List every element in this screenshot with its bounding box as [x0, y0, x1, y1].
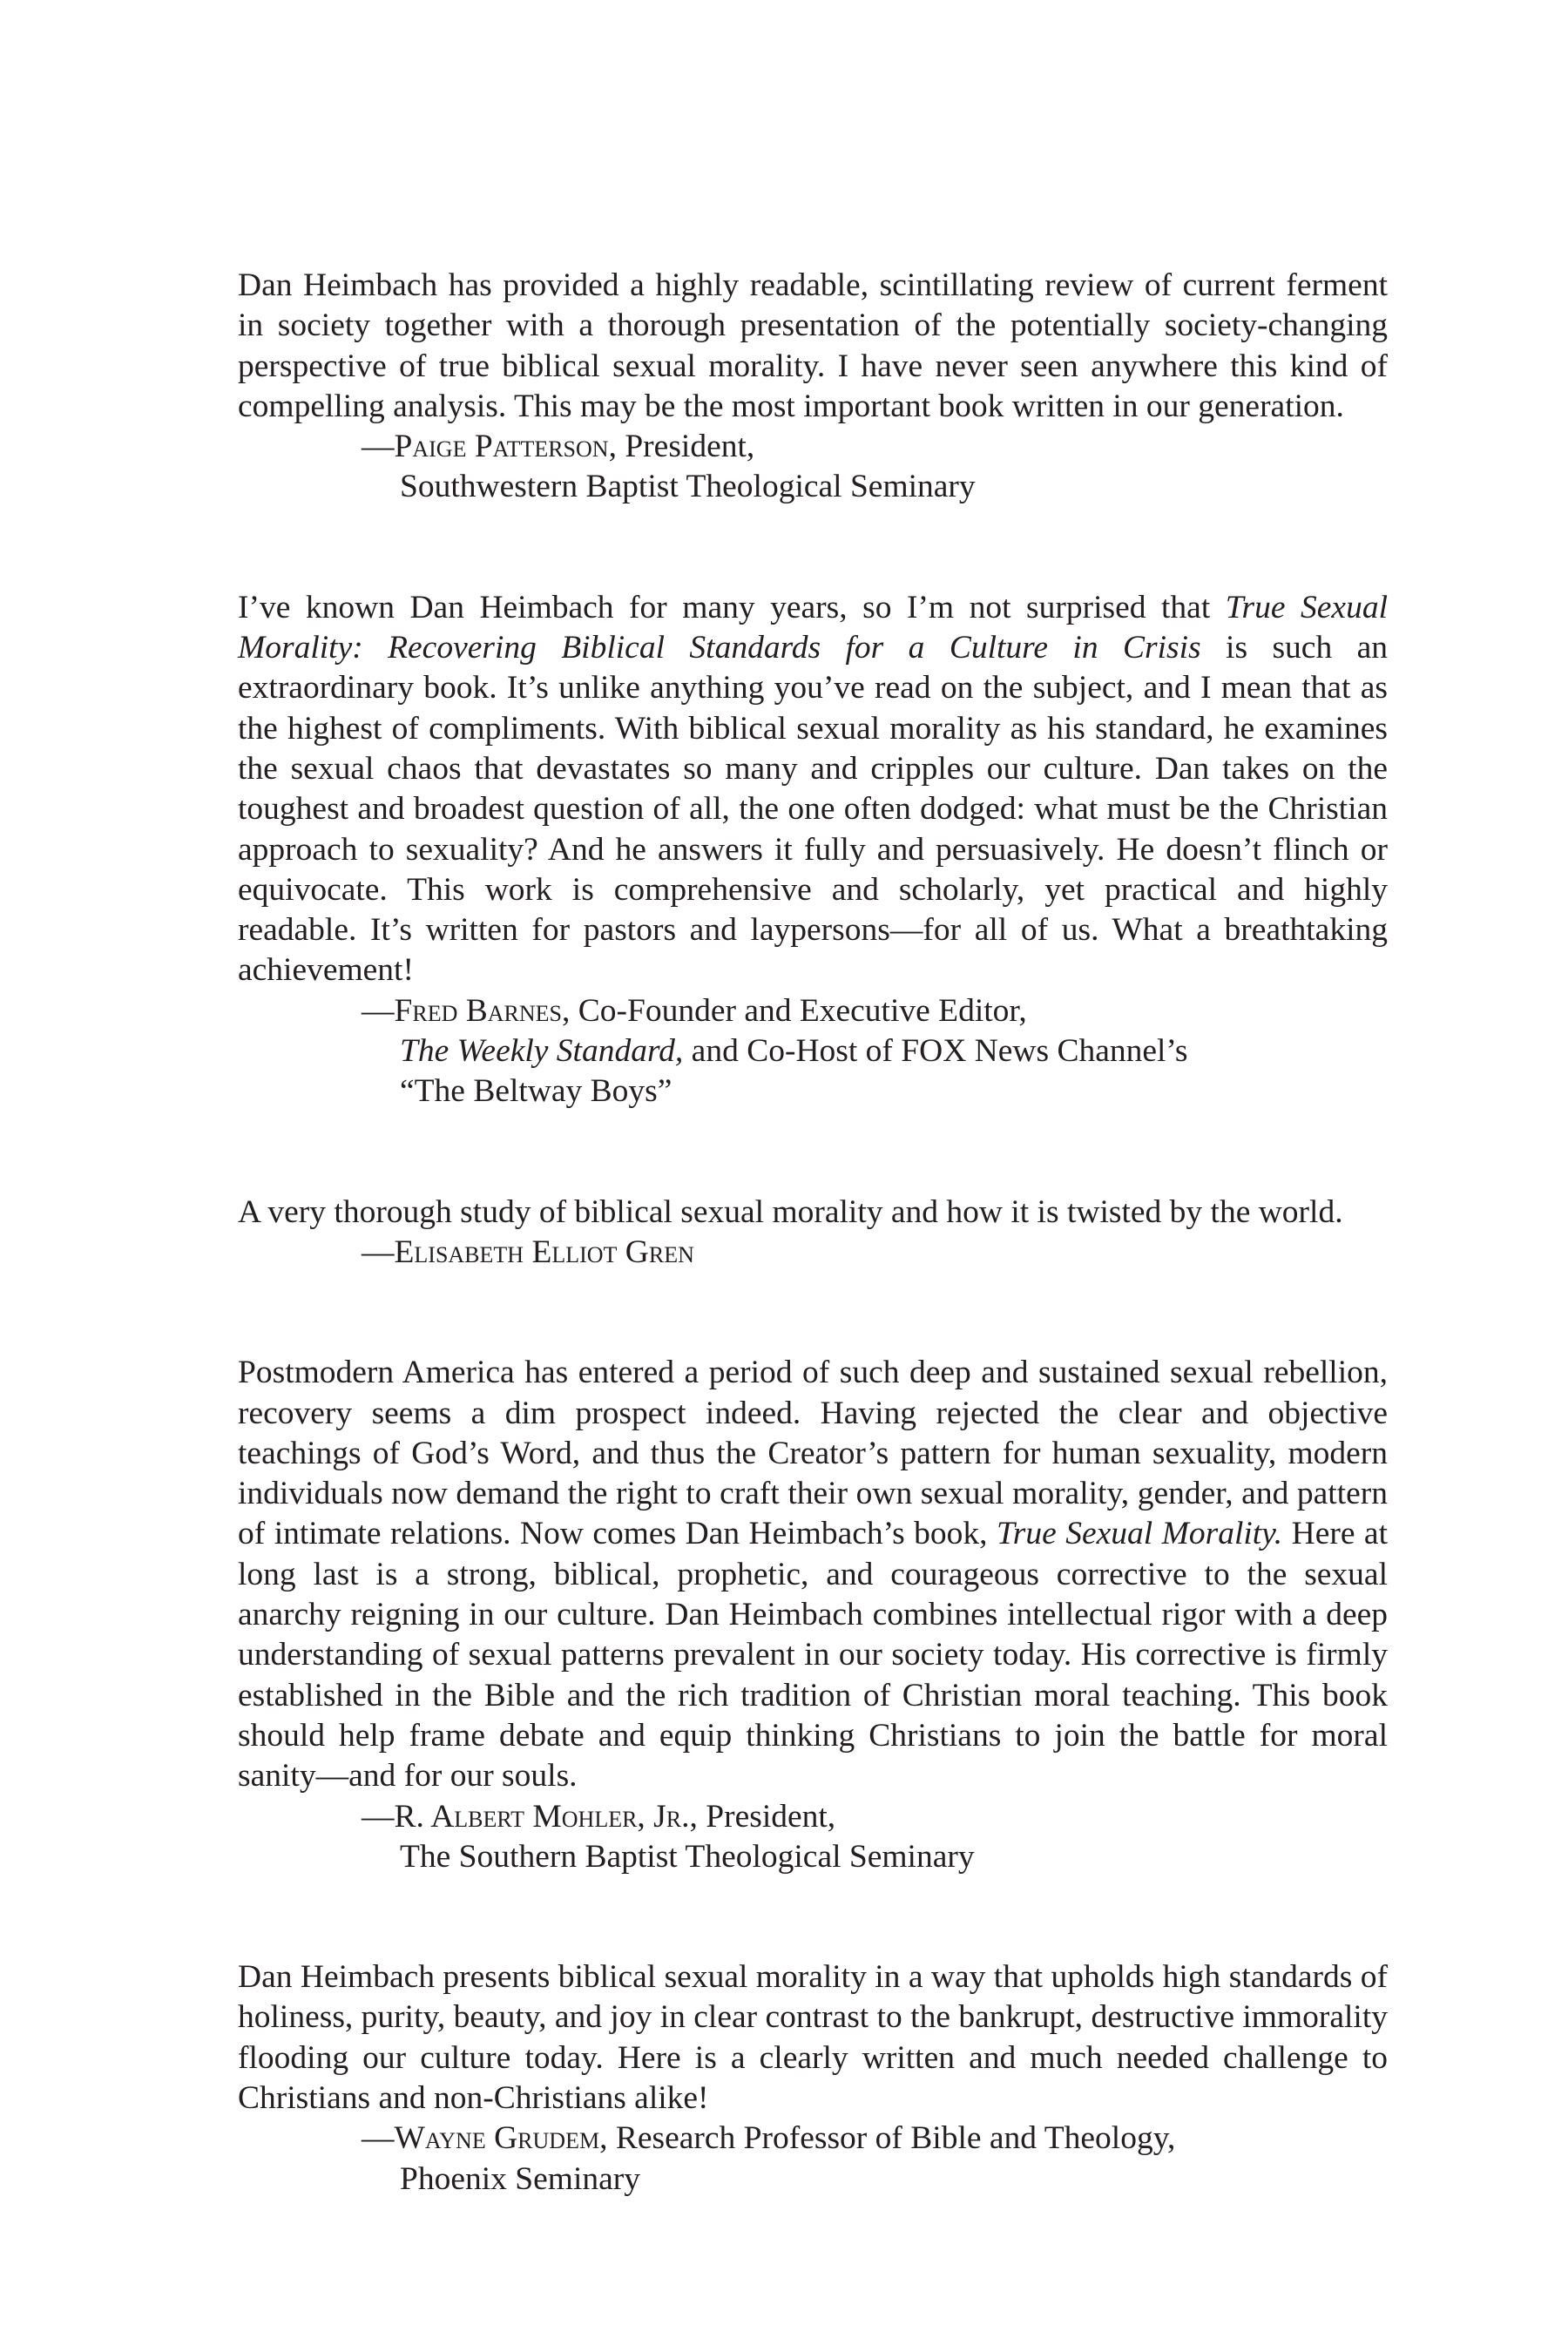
- endorsements-page: [238, 266, 1388, 2200]
- endorsement-text: Dan Heimbach has provided a highly readable, scintillating review of current ferment in society together with a thorough presentation of the potentially society-changing perspective of true biblical sexual morality. I have never seen anywhere this kind of compelling analysis. This may be the most important book written in our generation.: [238, 267, 1388, 424]
- author-name: Fred Barnes: [394, 992, 562, 1029]
- author-name: Elisabeth Elliot Gren: [394, 1233, 694, 1270]
- endorsement-text: Dan Heimbach presents biblical sexual morality in a way that upholds high standards of holiness, purity, beauty, and joy in clear contrast to the bankrupt, destructive immorality flooding our culture today. Here is a clearly written and much needed challenge to Christians and non-Christians alike!: [238, 1959, 1388, 2116]
- attribution: —R. Albert Mohler, Jr., President, The Southern Baptist Theological Seminary: [238, 1797, 1388, 1878]
- endorsement-barnes: [238, 588, 1388, 1112]
- endorsement-mohler: [238, 1353, 1388, 1877]
- endorsement-gren: [238, 1193, 1388, 1274]
- endorsement-text: Postmodern America has entered a period of such deep and sustained sexual rebellion, recovery seems a dim prospect indeed. Having rejected the clear and objective teachings of God’s Word, and thus the Creator’s pattern for human sexuality, modern individuals now demand the right to craft their own sexual morality, gender, and pattern of intimate relations. Now comes Dan Heimbach’s book, True Sexual Morality. Here at long last is a strong, biblical, prophetic, and courageous corrective to the sexual anarchy reigning in our culture. Dan Heimbach combines intellectual rigor with a deep understanding of sexual patterns prevalent in our society today. His corrective is firmly established in the Bible and the rich tradition of Christian moral teaching. This book should help frame debate and equip thinking Christians to join the battle for moral sanity—and for our souls.: [238, 1355, 1388, 1794]
- attribution: —Wayne Grudem, Research Professor of Bible and Theology, Phoenix Seminary: [238, 2119, 1388, 2200]
- author-affiliation: The Weekly Standard, and Co-Host of FOX News Channel’s: [400, 1033, 1188, 1070]
- author-name: Paige Patterson: [394, 429, 609, 465]
- attribution: —Fred Barnes, Co-Founder and Executive Editor, The Weekly Standard, and Co-Host of FOX News Channel’s “The Beltway Boys”: [238, 991, 1388, 1112]
- endorsement-grudem: [238, 1957, 1388, 2200]
- attribution: —Paige Patterson, President, Southwestern Baptist Theological Seminary: [238, 427, 1388, 508]
- book-title: True Sexual Morality: Recovering Biblical Standards for a Culture in Crisis: [238, 589, 1388, 666]
- author-name: Wayne Grudem: [394, 2120, 600, 2157]
- attribution: —Elisabeth Elliot Gren: [362, 1233, 694, 1270]
- author-affiliation: The Southern Baptist Theological Seminary: [400, 1838, 975, 1875]
- author-affiliation: Southwestern Baptist Theological Seminary: [400, 469, 976, 505]
- author-affiliation: Phoenix Seminary: [400, 2160, 641, 2197]
- endorsement-text: A very thorough study of biblical sexual morality and how it is twisted by the world.: [238, 1193, 1343, 1230]
- endorsement-text: I’ve known Dan Heimbach for many years, so I’m not surprised that True Sexual Morality: Recovering Biblical Standards for a Culture in Crisis is such an extraordinary book. It’s unlike anything you’ve read on the subject, and I mean that as the highest of compliments. With biblical sexual morality as his standard, he examines the sexual chaos that devastates so many and cripples our culture. Dan takes on the toughest and broadest question of all, the one often dodged: what must be the Christian approach to sexuality? And he answers it fully and persuasively. He doesn’t flinch or equivocate. This work is comprehensive and scholarly, yet practical and highly readable. It’s written for pastors and laypersons—for all of us. What a breathtaking achievement!: [238, 589, 1388, 989]
- author-affiliation-show: “The Beltway Boys”: [400, 1073, 672, 1110]
- endorsement-patterson: [238, 266, 1388, 508]
- book-title: True Sexual Morality.: [996, 1516, 1283, 1552]
- author-name: R. Albert Mohler, Jr.: [394, 1798, 690, 1835]
